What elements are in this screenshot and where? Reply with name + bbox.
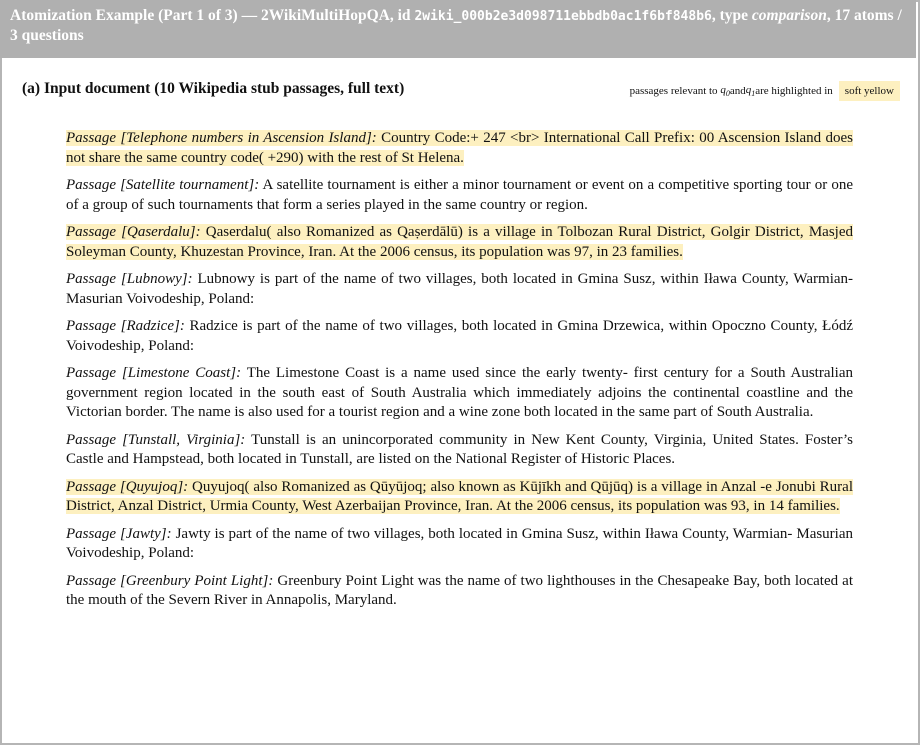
passage: [66, 431, 853, 470]
passage-title: Passage [Limestone Coast]:: [66, 365, 242, 381]
passage: [66, 223, 853, 262]
passage-text: Tunstall is an unincorporated community in New Kent County, Virginia, United States. Foster’s Castle and Hampstead, both located in Tunstall, are listed on the National Register of Historic Places.: [66, 431, 853, 467]
header-text-3: , 17 atoms / 3 questions: [10, 7, 902, 44]
section-row: [22, 79, 900, 103]
highlight-legend: [630, 79, 900, 103]
passage-text: Country Code:+ 247 <br> International Call Prefix: 00 Ascension Island does not share the same country code( +290) with the rest of St Helena.: [66, 130, 853, 166]
passage-title: Passage [Radzice]:: [66, 318, 185, 334]
passage: [66, 176, 853, 215]
passage-title: Passage [Telephone numbers in Ascension Island]:: [66, 130, 377, 146]
legend-q1: $q_1$: [745, 83, 756, 99]
passage-text: Qaserdalu( also Romanized as Qaṣerdālū) is a village in Tolbozan Rural District, Golgir District, Masjed Soleyman County, Khuzestan Province, Iran. At the 2006 census, its population was 97, in 23 families.: [66, 224, 853, 260]
legend-and: and: [729, 85, 746, 97]
passage-body: [66, 318, 853, 354]
legend-prefix: passages relevant to: [629, 85, 718, 97]
passage-title: Passage [Lubnowy]:: [66, 271, 193, 287]
passage-text: Quyujoq( also Romanized as Qūyūjoq; also known as Kūjīkh and Qūjūq) is a village in Anzal -e Jonubi Rural District, Anzal District, Urmia County, West Azerbaijan Province, Iran. At the 2006 census, its population was 93, in 14 families.: [66, 478, 854, 514]
passage-highlight: [66, 479, 853, 515]
passage-body: [66, 365, 853, 420]
passage-body: [66, 573, 853, 609]
passage-title: Passage [Tunstall, Virginia]:: [66, 431, 246, 448]
passage-title: Passage [Quyujoq]:: [66, 478, 189, 495]
passage-title: Passage [Jawty]:: [66, 525, 172, 542]
section-title: (a) Input document (10 Wikipedia stub passages, full text): [22, 80, 405, 97]
header-text-1: Atomization Example (Part 1 of 3) — 2WikiMultiHopQA, id: [10, 7, 415, 24]
passage-body: [66, 177, 853, 213]
passage-body: [66, 526, 853, 562]
passage-text: Jawty is part of the name of two villages, both located in Gmina Susz, within Iława County, Warmian- Masurian Voivodeship, Poland:: [66, 525, 854, 561]
header-text-2: , type: [711, 7, 752, 24]
passage: [66, 129, 853, 168]
passage-title: Passage [Greenbury Point Light]:: [66, 572, 274, 589]
figure-header: [0, 0, 916, 58]
passage-text: The Limestone Coast is a name used since the early twenty- first century for a South Australian government region located in the south east of South Australia which immediately adjoins the continental coastline and the Victorian border. The name is also used for a tourist region and a wine zone both located in the same part of South Australia.: [66, 365, 853, 420]
passage-text: A satellite tournament is either a minor tournament or event on a competitive sporting tour or one of a group of such tournaments that form a series played in the same country or region.: [66, 177, 853, 213]
passage-highlight: [66, 224, 853, 260]
example-id: 2wiki_000b2e3d098711ebbdb0ac1f6bf848b6: [414, 9, 712, 24]
example-type: comparison: [751, 7, 827, 24]
passage: [66, 270, 853, 309]
passage-title: Passage [Satellite tournament]:: [66, 177, 260, 193]
passage-text: Lubnowy is part of the name of two villages, both located in Gmina Susz, within Iława County, Warmian- Masurian Voivodeship, Poland:: [66, 271, 854, 307]
passage-title: Passage [Qaserdalu]:: [66, 224, 201, 240]
passage: [66, 364, 853, 423]
passage-text: Greenbury Point Light was the name of two lighthouses in the Chesapeake Bay, both located at the mouth of the Severn River in Annapolis, Maryland.: [66, 572, 853, 608]
passage-highlight: [66, 130, 853, 166]
passage: [66, 317, 853, 356]
legend-q0: $q_0$: [720, 83, 730, 99]
passage: [66, 478, 853, 517]
passage-list: [66, 129, 853, 619]
legend-swatch: soft yellow: [839, 81, 900, 101]
passage-body: [66, 271, 853, 307]
passage: [66, 525, 853, 564]
passage-text: Radzice is part of the name of two villages, both located in Gmina Drzewica, within Opoczno County, Łódź Voivodeship, Poland:: [66, 318, 853, 354]
legend-suffix: are highlighted in: [755, 85, 833, 97]
passage: [66, 572, 853, 611]
passage-body: [66, 432, 853, 468]
